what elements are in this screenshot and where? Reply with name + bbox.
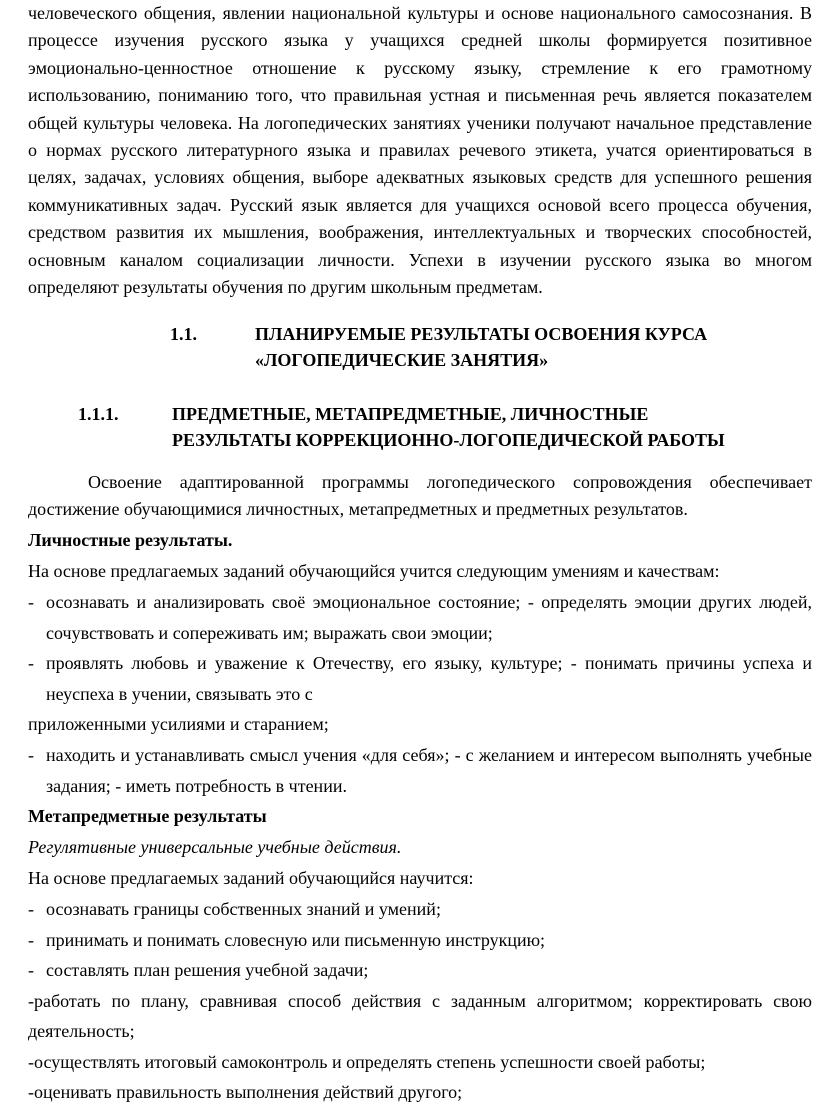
list-item: - находить и устанавливать смысл учения «для себя»; - с желанием и интересом выполнять учебные задания; - иметь потребность в чтении. [28,740,812,801]
section-heading-1-1-1 [28,401,812,455]
heading-number: 1.1.1. [78,404,119,425]
list-item: - принимать и понимать словесную или письменную инструкцию; [28,925,812,956]
list-dash: - [28,592,34,613]
list-item: - проявлять любовь и уважение к Отечеству, его языку, культуре; - понимать причины успеха и неуспеха в учении, связывать это с [28,648,812,709]
heading-line-1: ПРЕДМЕТНЫЕ, МЕТАПРЕДМЕТНЫЕ, ЛИЧНОСТНЫЕ [172,404,649,425]
list-item: - составлять план решения учебной задачи; [28,955,812,986]
list-item: - осознавать границы собственных знаний и умений; [28,894,812,925]
meta-results-subtitle: Регулятивные универсальные учебные действия. [28,837,402,858]
heading-line-2: «ЛОГОПЕДИЧЕСКИЕ ЗАНЯТИЯ» [255,350,549,371]
personal-results-intro: На основе предлагаемых заданий обучающийся учится следующим умениям и качествам: [28,561,720,582]
list-item: - осознавать и анализировать своё эмоциональное состояние; - определять эмоции других людей, сочувствовать и сопереживать им; выражать свои эмоции; [28,587,812,648]
list-item: -работать по плану, сравнивая способ действия с заданным алгоритмом; корректировать свою деятельность; [28,990,812,1042]
list-dash: - [28,653,34,674]
list-dash: - [28,929,34,950]
list-dash: - [28,745,34,766]
list-item: -осуществлять итоговый самоконтроль и определять степень успешности своей работы; [28,1051,706,1072]
list-item: -оценивать правильность выполнения действий другого; [28,1082,463,1103]
intro-paragraph: человеческого общения, явлении национальной культуры и основе национального самосознания. В процессе изучения русского языка у учащихся средней школы формируется позитивное эмоционально-ценностное отношение к русскому языку, стремление к его грамотному использованию, пониманию того, что правильная устная и письменная речь является показателем общей культуры человека. На логопедических занятиях ученики получают начальное представление о нормах русского литературного языка и правилах речевого этикета, учатся ориентироваться в целях, задачах, условиях общения, выборе адекватных языковых средств для успешного решения коммуникативных задач. Русский язык является для учащихся основой всего процесса обучения, средством развития их мышления, воображения, интеллектуальных и творческих способностей, основным каналом социализации личности. Успехи в изучении русского языка во многом определяют результаты обучения по другим школьным предметам. [28,3,812,298]
heading-line-2: РЕЗУЛЬТАТЫ КОРРЕКЦИОННО-ЛОГОПЕДИЧЕСКОЙ РАБОТЫ [172,430,725,451]
section-heading-1-1 [28,321,812,381]
meta-results-title: Метапредметные результаты [28,806,267,827]
document-page [28,0,812,1108]
heading-line-1: ПЛАНИРУЕМЫЕ РЕЗУЛЬТАТЫ ОСВОЕНИЯ КУРСА [255,324,708,345]
list-dash: - [28,960,34,981]
heading-number: 1.1. [170,324,197,345]
personal-results-title: Личностные результаты. [28,530,233,551]
mastery-paragraph: Освоение адаптированной программы логопедического сопровождения обеспечивает достижение обучающимися личностных, метапредметных и предметных результатов. [28,472,812,519]
list-dash: - [28,899,34,920]
list-item-continuation: приложенными усилиями и старанием; [28,714,329,735]
meta-results-intro: На основе предлагаемых заданий обучающийся научится: [28,868,474,889]
